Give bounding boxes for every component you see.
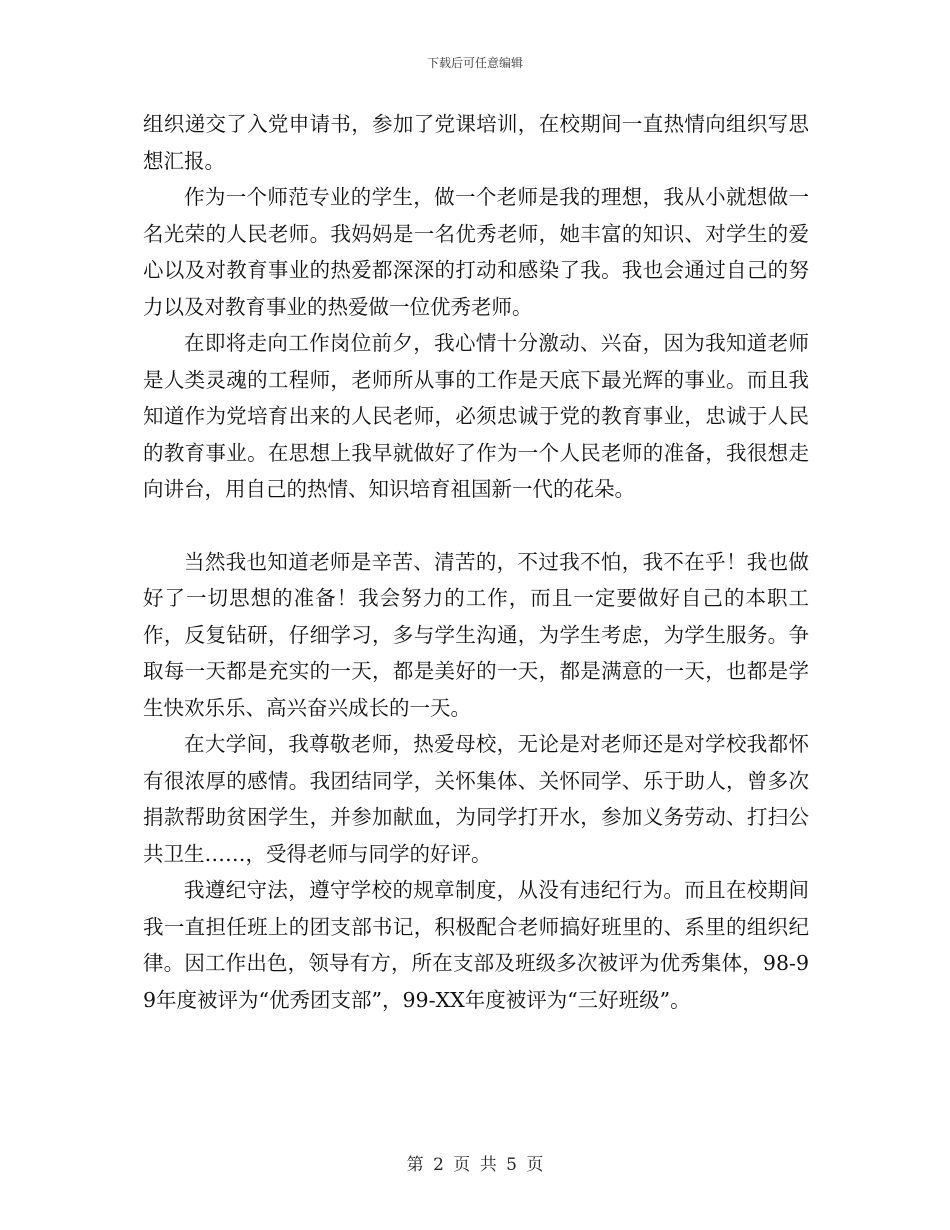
paragraph-4: 当然我也知道老师是辛苦、清苦的，不过我不怕，我不在乎！我也做好了一切思想的准备！我会努力的工作，而且一定要做好自己的本职工作，反复钻研，仔细学习，多与学生沟通，为学生考虑，为学生服务。争取每一天都是充实的一天，都是美好的一天，都是满意的一天，也都是学生快欢乐乐、高兴奋兴成长的一天。 (143, 549, 809, 720)
paragraph-6: 我遵纪守法，遵守学校的规章制度，从没有违纪行为。而且在校期间我一直担任班上的团支部书记，积极配合老师搞好班里的、系里的组织纪律。因工作出色，领导有方，所在支部及班级多次被评为优秀集体，98-99年度被评为“优秀团支部”，99-XX年度被评为“三好班级”。 (143, 878, 809, 1012)
paragraph-2: 作为一个师范专业的学生，做一个老师是我的理想，我从小就想做一名光荣的人民老师。我妈妈是一名优秀老师，她丰富的知识、对学生的爱心以及对教育事业的热爱都深深的打动和感染了我。我也会通过自己的努力以及对教育事业的热爱做一位优秀老师。 (143, 185, 809, 319)
paragraph-5: 在大学间，我尊敬老师，热爱母校，无论是对老师还是对学校我都怀有很浓厚的感情。我团结同学，关怀集体、关怀同学、乐于助人，曾多次捐款帮助贫困学生，并参加献血，为同学打开水，参加义务劳动、打扫公共卫生……，受得老师与同学的好评。 (143, 732, 809, 866)
document-body (143, 106, 809, 1018)
paragraph-3: 在即将走向工作岗位前夕，我心情十分激动、兴奋，因为我知道老师是人类灵魂的工程师，老师所从事的工作是天底下最光辉的事业。而且我知道作为党培育出来的人民老师，必须忠诚于党的教育事业，忠诚于人民的教育事业。在思想上我早就做好了作为一个人民老师的准备，我很想走向讲台，用自己的热情、知识培育祖国新一代的花朵。 (143, 331, 809, 501)
page-number: 第 2 页 共 5 页 (406, 1155, 544, 1175)
page-header-note: 下载后可任意编辑 (426, 56, 523, 70)
paragraph-1: 组织递交了入党申请书，参加了党课培训，在校期间一直热情向组织写思想汇报。 (143, 112, 809, 173)
